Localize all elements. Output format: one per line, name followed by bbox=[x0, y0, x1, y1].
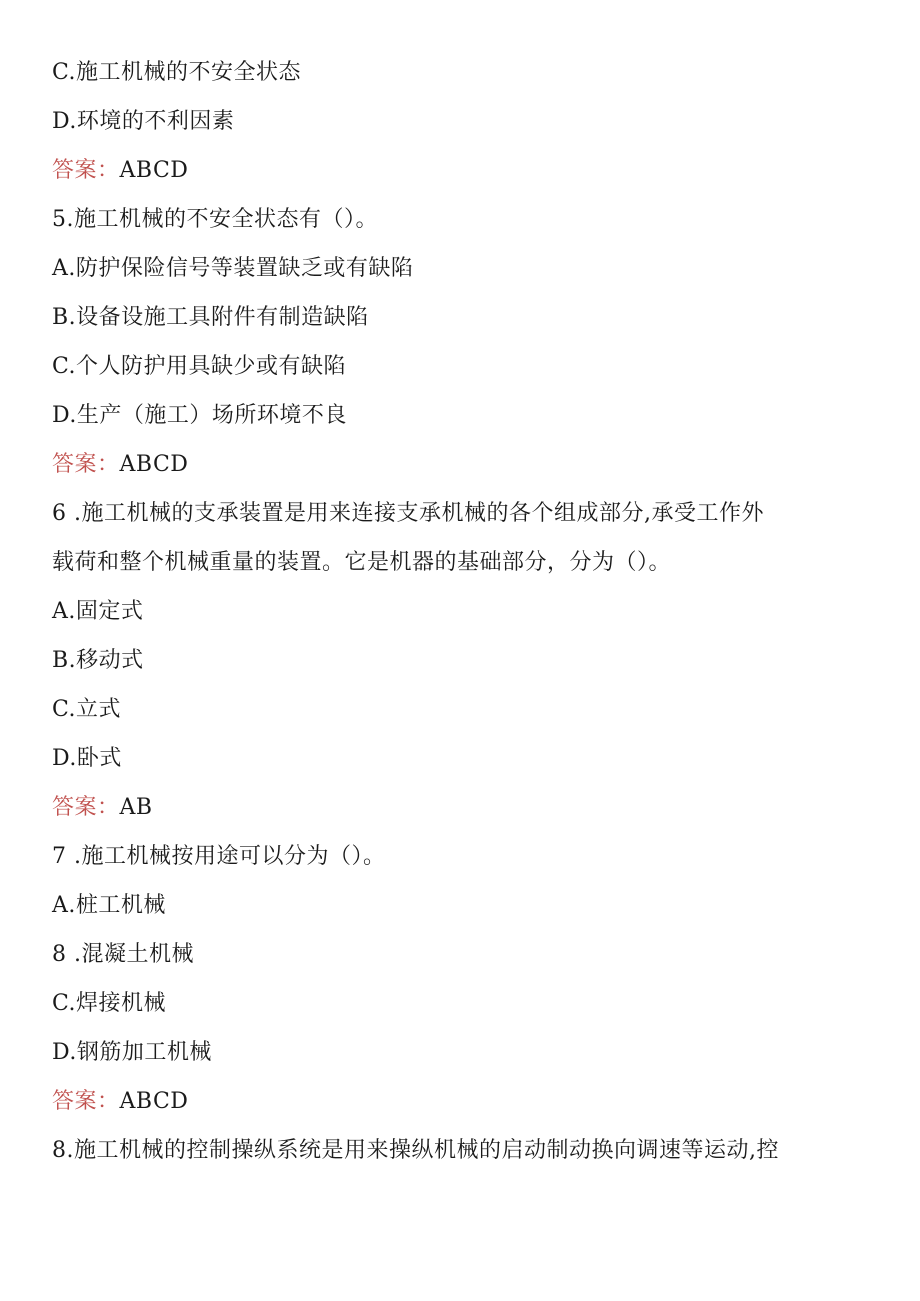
question-line: 8.施工机械的控制操纵系统是用来操纵机械的启动制动换向调速等运动,控 bbox=[52, 1138, 779, 1163]
option-line: D.环境的不利因素 bbox=[52, 109, 235, 134]
option-line: C.施工机械的不安全状态 bbox=[52, 60, 302, 85]
option-line: 8 .混凝土机械 bbox=[52, 942, 194, 967]
answer-value: ABCD bbox=[119, 158, 189, 183]
answer-value: ABCD bbox=[119, 452, 189, 477]
question-line: 5.施工机械的不安全状态有（）。 bbox=[52, 207, 378, 232]
answer-line bbox=[52, 793, 872, 823]
option-line: D.卧式 bbox=[52, 746, 122, 771]
option-line: A.固定式 bbox=[52, 599, 144, 624]
option-line: B.移动式 bbox=[52, 648, 144, 673]
answer-value: ABCD bbox=[119, 1089, 189, 1114]
option-line: C.焊接机械 bbox=[52, 991, 167, 1016]
question-line: 载荷和整个机械重量的装置。它是机器的基础部分，分为（）。 bbox=[52, 550, 672, 575]
answer-label: 答案： bbox=[52, 795, 120, 820]
answer-label: 答案： bbox=[52, 1089, 120, 1114]
answer-label: 答案： bbox=[52, 158, 120, 183]
answer-line bbox=[52, 450, 872, 480]
option-line: A.防护保险信号等装置缺乏或有缺陷 bbox=[52, 256, 414, 281]
option-line: C.个人防护用具缺少或有缺陷 bbox=[52, 354, 347, 379]
answer-line bbox=[52, 156, 872, 186]
answer-line bbox=[52, 1087, 872, 1117]
option-line: C.立式 bbox=[52, 697, 122, 722]
question-line: 6 .施工机械的支承装置是用来连接支承机械的各个组成部分,承受工作外 bbox=[52, 501, 764, 526]
option-line: A.桩工机械 bbox=[52, 893, 166, 918]
option-line: B.设备设施工具附件有制造缺陷 bbox=[52, 305, 369, 330]
answer-value: AB bbox=[119, 795, 153, 820]
option-line: D.钢筋加工机械 bbox=[52, 1040, 212, 1065]
option-line: D.生产（施工）场所环境不良 bbox=[52, 403, 347, 428]
question-line: 7 .施工机械按用途可以分为（）。 bbox=[52, 844, 386, 869]
answer-label: 答案： bbox=[52, 452, 120, 477]
